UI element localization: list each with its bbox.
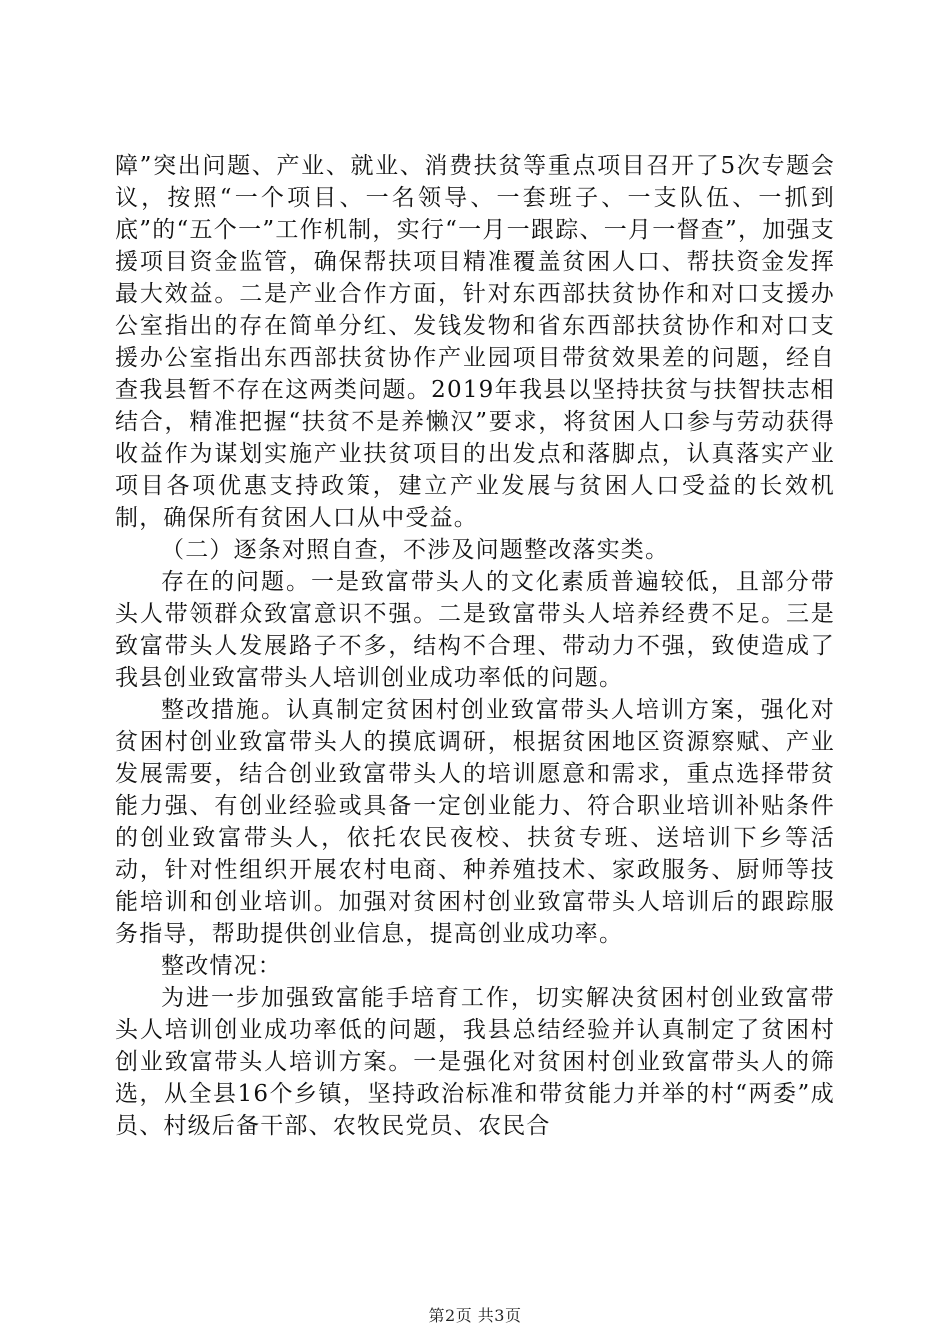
page-footer: 第2页 共3页 — [428, 1306, 522, 1325]
body-paragraph: 存在的问题。一是致富带头人的文化素质普遍较低，且部分带头人带领群众致富意识不强。二是致富带头人培养经费不足。三是致富带头人发展路子不多，结构不合理、带动力不强，致使造成了我县创业致富带头人培训创业成功率低的问题。 — [115, 569, 835, 691]
body-paragraph: 整改措施。认真制定贫困村创业致富带头人培训方案，强化对贫困村创业致富带头人的摸底调研，根据贫困地区资源察赋、产业发展需要，结合创业致富带头人的培训愿意和需求，重点选择带贫能力强、有创业经验或具备一定创业能力、符合职业培训补贴条件的创业致富带头人，依托农民夜校、扶贫专班、送培训下乡等活动，针对性组织开展农村电商、种养殖技术、家政服务、厨师等技能培训和创业培训。加强对贫困村创业致富带头人培训后的跟踪服务指导，帮助提供创业信息，提高创业成功率。 — [115, 697, 835, 947]
body-paragraph: 为进一步加强致富能手培育工作，切实解决贫困村创业致富带头人培训创业成功率低的问题，我县总结经验并认真制定了贫困村创业致富带头人培训方案。一是强化对贫困村创业致富带头人的筛选，从全县16个乡镇，坚持政治标准和带贫能力并举的村“两委”成员、村级后备干部、农牧民党员、农民合 — [115, 985, 835, 1139]
section-heading: （二）逐条对照自查，不涉及问题整改落实类。 — [161, 537, 670, 563]
body-paragraph: 整改情况： — [161, 953, 282, 979]
body-paragraph: 障”突出问题、产业、就业、消费扶贫等重点项目召开了5次专题会议，按照“一个项目、一名领导、一套班子、一支队伍、一抓到底”的“五个一”工作机制，实行“一月一跟踪、一月一督查”，加强支援项目资金监管，确保帮扶项目精准覆盖贫困人口、帮扶资金发挥最大效益。二是产业合作方面，针对东西部扶贫协作和对口支援办公室指出的存在简单分红、发钱发物和省东西部扶贫协作和对口支援办公室指出东西部扶贫协作产业园项目带贫效果差的问题，经自查我县暂不存在这两类问题。2019年我县以坚持扶贫与扶智扶志相结合，精准把握“扶贫不是养懒汉”要求，将贫困人口参与劳动获得收益作为谋划实施产业扶贫项目的出发点和落脚点，认真落实产业项目各项优惠支持政策，建立产业发展与贫困人口受益的长效机制，确保所有贫困人口从中受益。 — [115, 153, 835, 531]
document-body — [115, 150, 835, 1142]
